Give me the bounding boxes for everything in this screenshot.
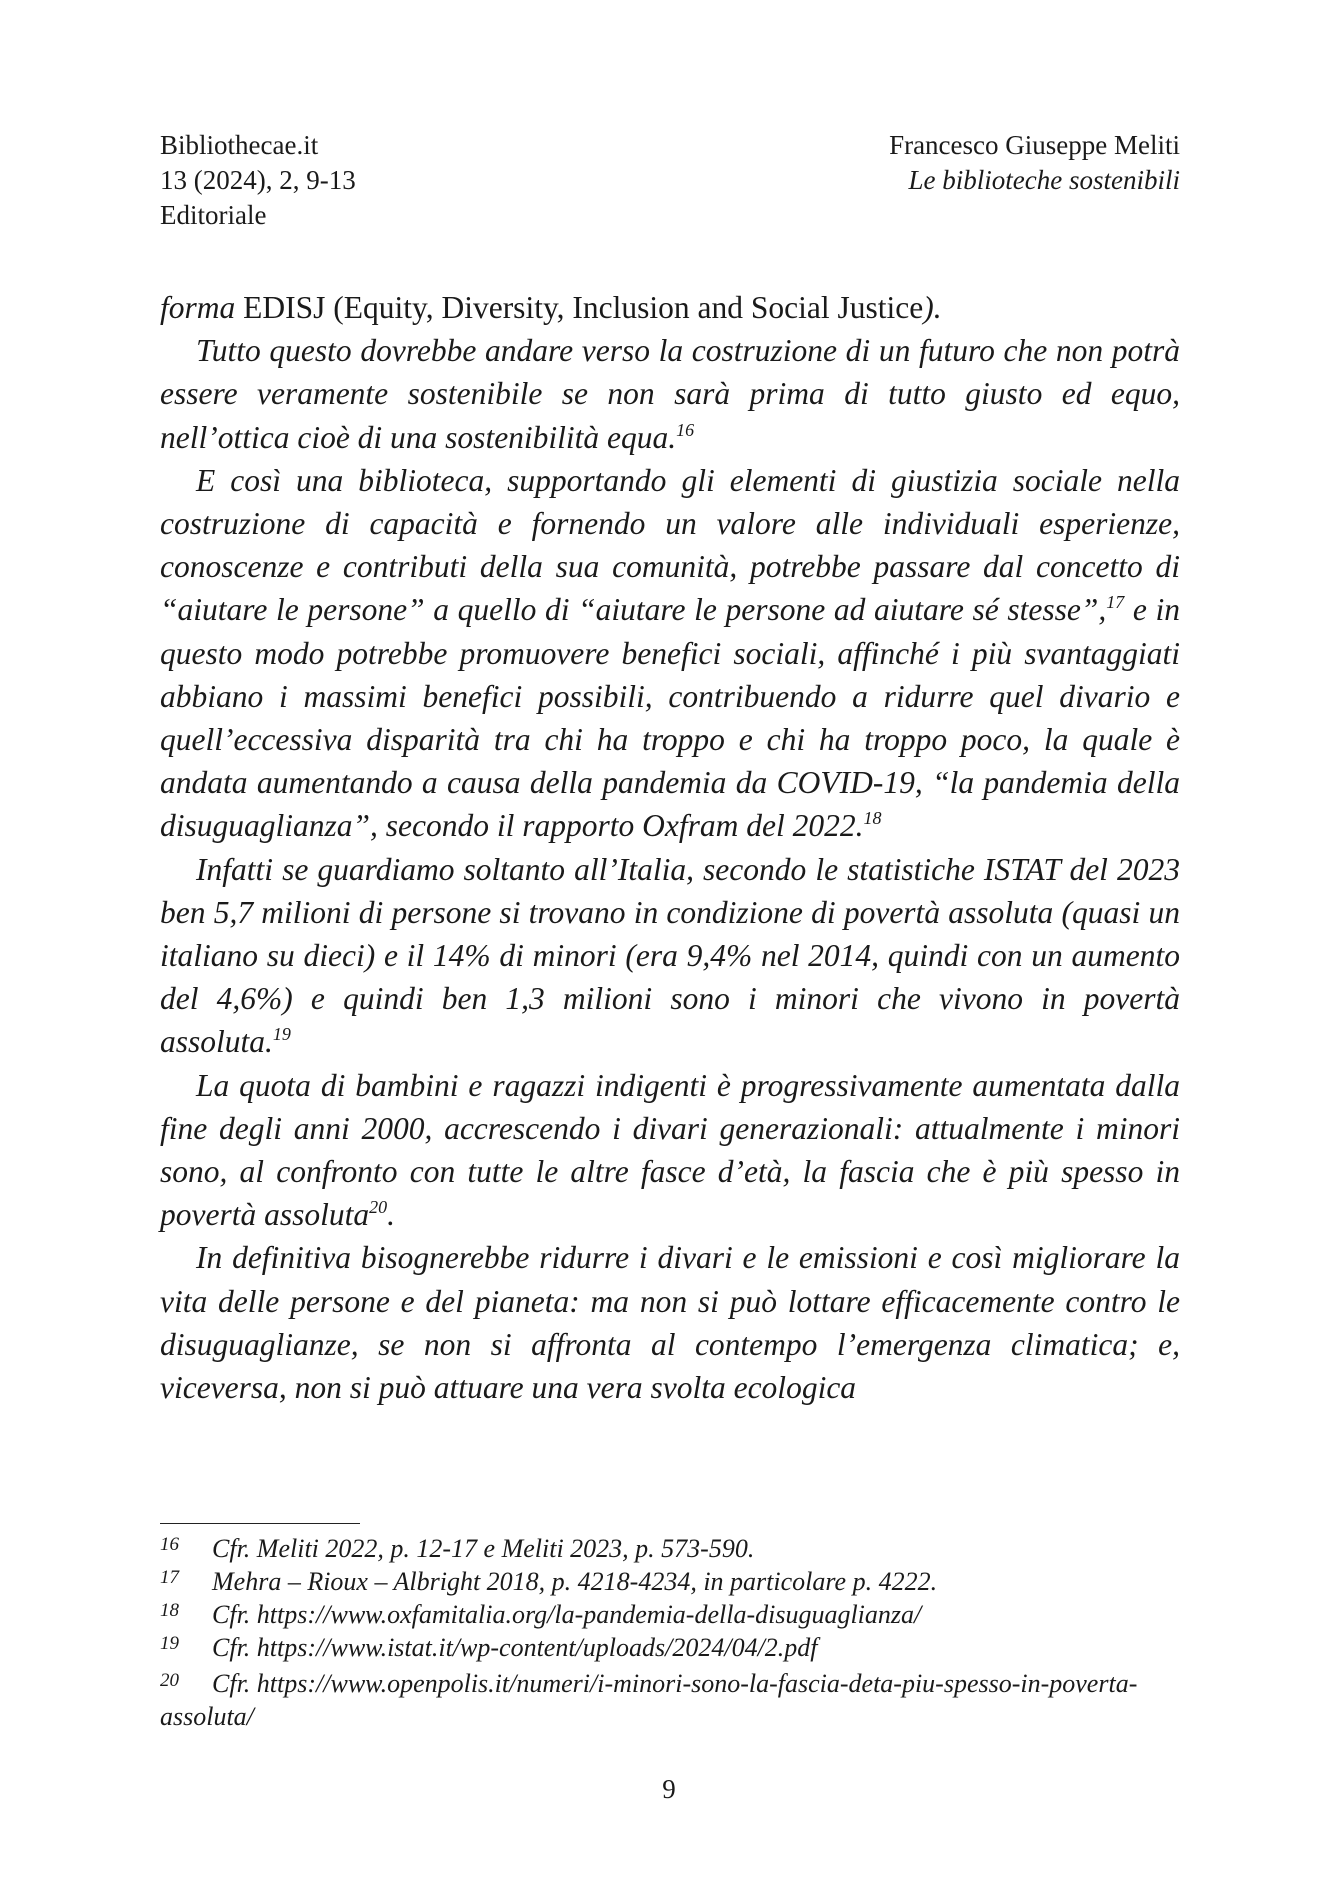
paragraph-4 — [160, 848, 1180, 1064]
footnote-17 — [160, 1565, 1180, 1598]
paragraph-2 — [160, 329, 1180, 459]
footnotes — [160, 1532, 1180, 1733]
article-title: Le biblioteche sostenibili — [908, 165, 1180, 195]
footnote-ref-19[interactable]: 19 — [272, 1024, 291, 1045]
footnote-link[interactable]: Cfr. https://www.openpolis.it/numeri/i-minori-sono-la-fascia-deta-piu-spesso-in-poverta-assoluta/ — [160, 1669, 1138, 1731]
section-label: Editoriale — [160, 200, 267, 230]
paragraph-2-text: Tutto questo dovrebbe andare verso la costruzione di un futuro che non potrà essere veramente sostenibile se non sarà prima di tutto giusto ed equo, nell’ottica cioè di una sostenibilità equa. — [160, 333, 1180, 455]
paragraph-3-text-a: E così una biblioteca, supportando gli elementi di giustizia sociale nella costruzione di capacità e fornendo un valore alle individuali esperienze, conoscenze e contributi della sua comunità, potrebbe passare dal concetto di “aiutare le persone” a quello di “aiutare le persone ad aiutare sé stesse”, — [160, 462, 1180, 628]
footnote-ref-16[interactable]: 16 — [676, 419, 695, 440]
footnote-number: 16 — [160, 1534, 179, 1555]
footnote-number: 18 — [160, 1600, 179, 1621]
footnote-16 — [160, 1532, 1180, 1565]
paragraph-3-text-b: e in questo modo potrebbe promuovere benefici sociali, affinché i più svantaggiati abbiano i massimi benefici possibili, contribuendo a ridurre quel divario e quell’eccessiva disparità tra chi ha troppo e chi ha troppo poco, la quale è andata aumentando a causa della pandemia da COVID-19, “la pandemia della disuguaglianza”, secondo il rapporto Oxfram del 2022. — [160, 592, 1180, 844]
footnote-link[interactable]: Cfr. https://www.istat.it/wp-content/uploads/2024/04/2.pdf — [212, 1633, 818, 1662]
footnote-number: 20 — [160, 1670, 179, 1691]
paragraph-5-text: La quota di bambini e ragazzi indigenti è progressivamente aumentata dalla fine degli anni 2000, accrescendo i divari generazionali: attualmente i minori sono, al confronto con tutte le altre fasce d’età, la fascia che è più spesso in povertà assoluta — [160, 1067, 1180, 1233]
paragraph-6 — [160, 1236, 1180, 1409]
running-header-right — [889, 128, 1180, 198]
paragraph-5-end: . — [387, 1197, 395, 1233]
footnote-number: 17 — [160, 1567, 179, 1588]
author-name: Francesco Giuseppe Meliti — [889, 130, 1180, 160]
issue-info: 13 (2024), 2, 9-13 — [160, 165, 356, 195]
paragraph-4-text: Infatti se guardiamo soltanto all’Italia, secondo le statistiche ISTAT del 2023 ben 5,7 milioni di persone si trovano in condizione di povertà assoluta (quasi un italiano su dieci) e il 14% di minori (era 9,4% nel 2014, quindi con un aumento del 4,6%) e quindi ben 1,3 milioni sono i minori che vivono in povertà assoluta. — [160, 851, 1180, 1060]
paragraph-1-italic: forma — [160, 290, 236, 325]
journal-name: Bibliothecae.it — [160, 130, 319, 160]
paragraph-1-roman: EDISJ (Equity, Diversity, Inclusion and Social Justice — [235, 290, 924, 325]
paragraph-3 — [160, 459, 1180, 848]
footnote-18 — [160, 1598, 1180, 1631]
footnote-number: 19 — [160, 1633, 179, 1654]
paragraph-5 — [160, 1064, 1180, 1237]
paragraph-1-end: ). — [923, 290, 942, 325]
footnote-19 — [160, 1631, 1180, 1664]
paragraph-1 — [160, 286, 1180, 329]
footnote-ref-18[interactable]: 18 — [863, 808, 882, 829]
page-number: 9 — [662, 1774, 676, 1804]
footnote-text: Cfr. Meliti 2022, p. 12-17 e Meliti 2023, p. 573-590. — [212, 1534, 755, 1563]
article-body — [160, 286, 1180, 1409]
running-header-left — [160, 128, 356, 233]
footnote-ref-17[interactable]: 17 — [1106, 592, 1125, 613]
footnote-divider — [160, 1523, 360, 1524]
footnote-link[interactable]: Cfr. https://www.oxfamitalia.org/la-pandemia-della-disuguaglianza/ — [212, 1600, 922, 1629]
footnote-20 — [160, 1664, 1180, 1733]
footnote-ref-20[interactable]: 20 — [369, 1197, 388, 1218]
paragraph-6-text: In definitiva bisognerebbe ridurre i divari e le emissioni e così migliorare la vita delle persone e del pianeta: ma non si può lottare efficacemente contro le disuguaglianze, se non si affronta al contempo l’emergenza climatica; e, viceversa, non si può attuare una vera svolta ecologica — [160, 1240, 1180, 1406]
footnote-text: Mehra – Rioux – Albright 2018, p. 4218-4234, in particolare p. 4222. — [212, 1567, 938, 1596]
